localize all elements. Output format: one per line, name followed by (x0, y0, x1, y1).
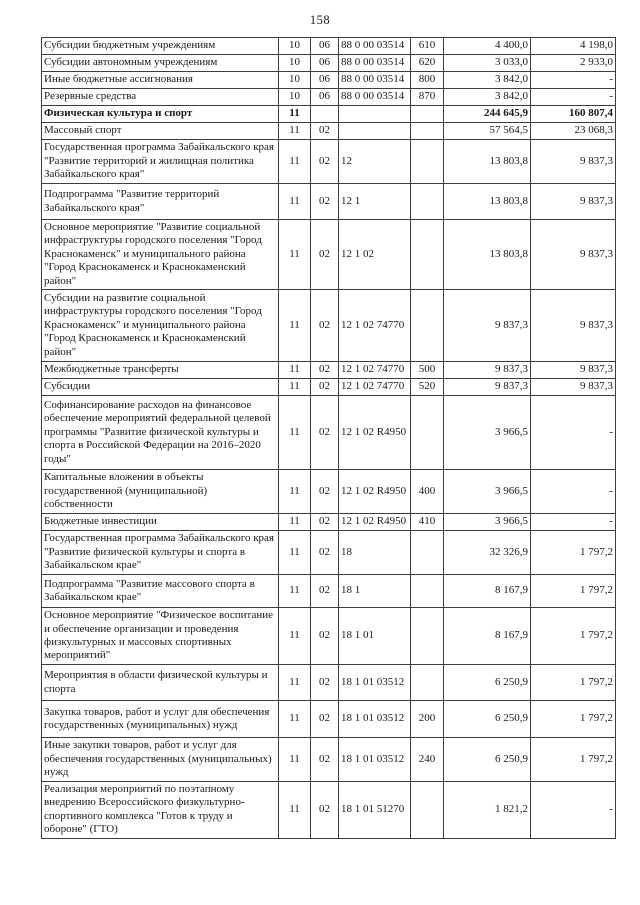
vr-code-cell (411, 575, 444, 608)
rz-code-cell: 11 (279, 738, 311, 782)
rz-code-cell: 11 (279, 220, 311, 290)
amount-col1-cell: 3 842,0 (444, 72, 531, 89)
amount-col2-cell: 9 837,3 (531, 140, 616, 184)
rz-code-cell: 11 (279, 665, 311, 701)
table-row (42, 379, 616, 396)
pr-code-cell: 02 (311, 123, 339, 140)
pr-code-cell: 02 (311, 362, 339, 379)
vr-code-cell: 620 (411, 55, 444, 72)
amount-col1-cell: 3 033,0 (444, 55, 531, 72)
pr-code-cell: 02 (311, 379, 339, 396)
amount-col1-cell: 9 837,3 (444, 379, 531, 396)
row-name-cell: Подпрограмма "Развитие территорий Забайкальского края" (42, 184, 279, 220)
vr-code-cell: 200 (411, 701, 444, 738)
csr-code-cell: 18 (339, 531, 411, 575)
row-name-cell: Основное мероприятие "Развитие социальной инфраструктуры городского поселения "Город Краснокаменск" и муниципального района "Город Краснокаменск и Краснокаменский район" (42, 220, 279, 290)
row-name-cell: Основное мероприятие "Физическое воспитание и обеспечение организации и проведения физкультурных и массовых спортивных мероприятий" (42, 608, 279, 665)
amount-col1-cell: 1 821,2 (444, 782, 531, 839)
csr-code-cell: 12 1 02 74770 (339, 290, 411, 362)
budget-table-body (42, 38, 616, 839)
rz-code-cell: 11 (279, 140, 311, 184)
amount-col2-cell: - (531, 782, 616, 839)
csr-code-cell: 12 (339, 140, 411, 184)
row-name-cell: Капитальные вложения в объекты государственной (муниципальной) собственности (42, 470, 279, 514)
rz-code-cell: 11 (279, 184, 311, 220)
amount-col1-cell: 6 250,9 (444, 701, 531, 738)
csr-code-cell: 12 1 02 R4950 (339, 396, 411, 470)
csr-code-cell: 18 1 01 (339, 608, 411, 665)
amount-col1-cell: 8 167,9 (444, 608, 531, 665)
row-name-cell: Государственная программа Забайкальского края "Развитие территорий и жилищная политика Забайкальского края" (42, 140, 279, 184)
amount-col2-cell: 160 807,4 (531, 106, 616, 123)
pr-code-cell: 06 (311, 38, 339, 55)
table-row (42, 55, 616, 72)
vr-code-cell (411, 396, 444, 470)
vr-code-cell (411, 220, 444, 290)
table-row (42, 575, 616, 608)
amount-col2-cell: 1 797,2 (531, 701, 616, 738)
rz-code-cell: 11 (279, 531, 311, 575)
pr-code-cell: 06 (311, 89, 339, 106)
amount-col1-cell: 4 400,0 (444, 38, 531, 55)
amount-col2-cell: 4 198,0 (531, 38, 616, 55)
table-row (42, 290, 616, 362)
pr-code-cell: 02 (311, 140, 339, 184)
vr-code-cell (411, 608, 444, 665)
amount-col1-cell: 9 837,3 (444, 362, 531, 379)
amount-col1-cell: 3 966,5 (444, 470, 531, 514)
amount-col2-cell: 1 797,2 (531, 608, 616, 665)
row-name-cell: Иные закупки товаров, работ и услуг для обеспечения государственных (муниципальных) нужд (42, 738, 279, 782)
row-name-cell: Субсидии на развитие социальной инфраструктуры городского поселения "Город Краснокаменск" и муниципального района "Город Краснокаменск и Краснокаменский район" (42, 290, 279, 362)
rz-code-cell: 11 (279, 782, 311, 839)
pr-code-cell (311, 106, 339, 123)
amount-col2-cell: - (531, 514, 616, 531)
amount-col2-cell: 9 837,3 (531, 220, 616, 290)
vr-code-cell: 400 (411, 470, 444, 514)
rz-code-cell: 11 (279, 396, 311, 470)
table-row (42, 470, 616, 514)
csr-code-cell: 88 0 00 03514 (339, 89, 411, 106)
row-name-cell: Субсидии автономным учреждениям (42, 55, 279, 72)
vr-code-cell: 610 (411, 38, 444, 55)
amount-col1-cell: 13 803,8 (444, 184, 531, 220)
rz-code-cell: 11 (279, 290, 311, 362)
csr-code-cell: 18 1 01 03512 (339, 665, 411, 701)
rz-code-cell: 10 (279, 38, 311, 55)
row-name-cell: Подпрограмма "Развитие массового спорта в Забайкальском крае" (42, 575, 279, 608)
rz-code-cell: 11 (279, 701, 311, 738)
row-name-cell: Бюджетные инвестиции (42, 514, 279, 531)
table-row (42, 665, 616, 701)
page-number: 158 (309, 13, 331, 27)
csr-code-cell: 18 1 (339, 575, 411, 608)
csr-code-cell: 12 1 02 74770 (339, 379, 411, 396)
pr-code-cell: 02 (311, 701, 339, 738)
vr-code-cell (411, 123, 444, 140)
row-name-cell: Субсидии бюджетным учреждениям (42, 38, 279, 55)
table-row (42, 89, 616, 106)
amount-col1-cell: 3 966,5 (444, 514, 531, 531)
pr-code-cell: 02 (311, 575, 339, 608)
amount-col1-cell: 9 837,3 (444, 290, 531, 362)
amount-col2-cell: 23 068,3 (531, 123, 616, 140)
vr-code-cell: 520 (411, 379, 444, 396)
amount-col2-cell: 9 837,3 (531, 379, 616, 396)
row-name-cell: Государственная программа Забайкальского края "Развитие физической культуры и спорта в Забайкальском крае" (42, 531, 279, 575)
csr-code-cell: 12 1 (339, 184, 411, 220)
amount-col2-cell: - (531, 470, 616, 514)
row-name-cell: Мероприятия в области физической культуры и спорта (42, 665, 279, 701)
amount-col1-cell: 6 250,9 (444, 665, 531, 701)
row-name-cell: Иные бюджетные ассигнования (42, 72, 279, 89)
rz-code-cell: 10 (279, 89, 311, 106)
csr-code-cell (339, 123, 411, 140)
vr-code-cell: 870 (411, 89, 444, 106)
vr-code-cell: 800 (411, 72, 444, 89)
rz-code-cell: 11 (279, 470, 311, 514)
amount-col2-cell: - (531, 72, 616, 89)
vr-code-cell (411, 531, 444, 575)
rz-code-cell: 11 (279, 575, 311, 608)
amount-col1-cell: 13 803,8 (444, 140, 531, 184)
amount-col2-cell: - (531, 89, 616, 106)
table-row (42, 362, 616, 379)
pr-code-cell: 02 (311, 608, 339, 665)
table-row (42, 782, 616, 839)
vr-code-cell: 240 (411, 738, 444, 782)
amount-col2-cell: - (531, 396, 616, 470)
amount-col2-cell: 9 837,3 (531, 290, 616, 362)
row-name-cell: Реализация мероприятий по поэтапному внедрению Всероссийского физкультурно-спортивного комплекса "Готов к труду и обороне" (ГТО) (42, 782, 279, 839)
table-row (42, 396, 616, 470)
csr-code-cell: 12 1 02 74770 (339, 362, 411, 379)
table-row (42, 514, 616, 531)
pr-code-cell: 02 (311, 290, 339, 362)
csr-code-cell: 12 1 02 R4950 (339, 470, 411, 514)
csr-code-cell: 12 1 02 R4950 (339, 514, 411, 531)
amount-col1-cell: 3 966,5 (444, 396, 531, 470)
amount-col2-cell: 1 797,2 (531, 665, 616, 701)
rz-code-cell: 11 (279, 106, 311, 123)
amount-col1-cell: 32 326,9 (444, 531, 531, 575)
rz-code-cell: 11 (279, 123, 311, 140)
row-name-cell: Резервные средства (42, 89, 279, 106)
vr-code-cell (411, 782, 444, 839)
csr-code-cell: 18 1 01 51270 (339, 782, 411, 839)
table-row (42, 106, 616, 123)
amount-col2-cell: 1 797,2 (531, 575, 616, 608)
pr-code-cell: 06 (311, 55, 339, 72)
rz-code-cell: 11 (279, 514, 311, 531)
pr-code-cell: 02 (311, 514, 339, 531)
row-name-cell: Массовый спорт (42, 123, 279, 140)
amount-col1-cell: 244 645,9 (444, 106, 531, 123)
row-name-cell: Субсидии (42, 379, 279, 396)
budget-table (41, 37, 616, 839)
amount-col1-cell: 6 250,9 (444, 738, 531, 782)
table-row (42, 38, 616, 55)
pr-code-cell: 02 (311, 665, 339, 701)
table-row (42, 123, 616, 140)
rz-code-cell: 11 (279, 608, 311, 665)
vr-code-cell (411, 665, 444, 701)
row-name-cell: Межбюджетные трансферты (42, 362, 279, 379)
rz-code-cell: 10 (279, 55, 311, 72)
vr-code-cell (411, 106, 444, 123)
amount-col2-cell: 1 797,2 (531, 738, 616, 782)
table-row (42, 531, 616, 575)
pr-code-cell: 02 (311, 396, 339, 470)
table-row (42, 140, 616, 184)
csr-code-cell: 18 1 01 03512 (339, 701, 411, 738)
csr-code-cell: 18 1 01 03512 (339, 738, 411, 782)
pr-code-cell: 02 (311, 470, 339, 514)
table-row (42, 608, 616, 665)
pr-code-cell: 02 (311, 738, 339, 782)
pr-code-cell: 02 (311, 184, 339, 220)
amount-col2-cell: 2 933,0 (531, 55, 616, 72)
vr-code-cell (411, 184, 444, 220)
csr-code-cell: 88 0 00 03514 (339, 55, 411, 72)
rz-code-cell: 11 (279, 362, 311, 379)
rz-code-cell: 10 (279, 72, 311, 89)
amount-col1-cell: 13 803,8 (444, 220, 531, 290)
table-row (42, 220, 616, 290)
vr-code-cell (411, 140, 444, 184)
table-row (42, 701, 616, 738)
row-name-cell: Физическая культура и спорт (42, 106, 279, 123)
row-name-cell: Софинансирование расходов на финансовое обеспечение мероприятий федеральной целевой программы "Развитие физической культуры и спорта в Российской Федерации на 2016–2020 годы" (42, 396, 279, 470)
table-row (42, 72, 616, 89)
amount-col1-cell: 3 842,0 (444, 89, 531, 106)
table-row (42, 184, 616, 220)
vr-code-cell: 500 (411, 362, 444, 379)
vr-code-cell (411, 290, 444, 362)
rz-code-cell: 11 (279, 379, 311, 396)
amount-col2-cell: 9 837,3 (531, 184, 616, 220)
amount-col1-cell: 8 167,9 (444, 575, 531, 608)
csr-code-cell: 88 0 00 03514 (339, 72, 411, 89)
pr-code-cell: 02 (311, 220, 339, 290)
pr-code-cell: 06 (311, 72, 339, 89)
pr-code-cell: 02 (311, 531, 339, 575)
table-row (42, 738, 616, 782)
csr-code-cell (339, 106, 411, 123)
csr-code-cell: 88 0 00 03514 (339, 38, 411, 55)
pr-code-cell: 02 (311, 782, 339, 839)
csr-code-cell: 12 1 02 (339, 220, 411, 290)
amount-col2-cell: 9 837,3 (531, 362, 616, 379)
amount-col1-cell: 57 564,5 (444, 123, 531, 140)
vr-code-cell: 410 (411, 514, 444, 531)
amount-col2-cell: 1 797,2 (531, 531, 616, 575)
row-name-cell: Закупка товаров, работ и услуг для обеспечения государственных (муниципальных) нужд (42, 701, 279, 738)
